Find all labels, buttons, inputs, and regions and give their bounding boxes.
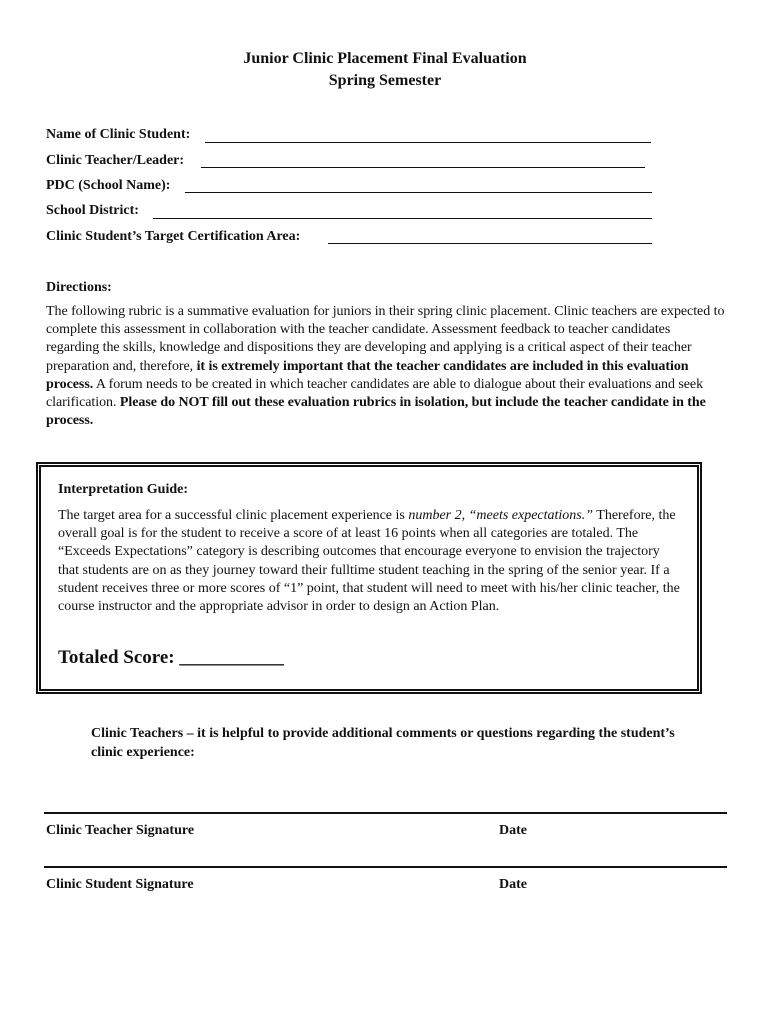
student-name-field[interactable]	[205, 142, 651, 143]
field-label-certification-area: Clinic Student’s Target Certification Area:	[46, 229, 301, 244]
teacher-signature-label: Clinic Teacher Signature	[46, 823, 195, 838]
guide-text-1: The target area for a successful clinic placement experience is	[58, 508, 409, 523]
directions-text-2: A forum needs to be created in which teacher candidates are able to dialogue about their evaluations and seek clarification.	[46, 376, 704, 411]
school-district-field[interactable]	[153, 218, 652, 219]
student-date-label: Date	[499, 877, 527, 892]
student-signature-label: Clinic Student Signature	[46, 877, 194, 892]
certification-area-field[interactable]	[328, 243, 652, 244]
guide-italic: number 2, “meets expectations.”	[408, 508, 594, 523]
page-title: Junior Clinic Placement Final Evaluation	[243, 50, 527, 67]
page-subtitle: Spring Semester	[328, 72, 442, 89]
totaled-score-field[interactable]: Totaled Score: ___________	[58, 647, 284, 668]
pdc-school-name-field[interactable]	[185, 192, 652, 193]
guide-text-2: Therefore, the overall goal is for the student to receive a score of at least 16 points when all categories are totaled. The “Exceeds Expectations” category is describing outcomes that encourage everyone to envision the trajectory that students are on as they journey toward their fulltime student teaching in the spring of the senior year. If a student receives three or more scores of “1” point, that student will need to meet with his/her clinic teacher, the course instructor and the appropriate advisor in order to design an Action Plan.	[58, 508, 680, 615]
directions-text-1: The following rubric is a summative evaluation for juniors in their spring clinic placement. Clinic teachers are expected to complete this assessment in collaboration with the teacher candidate. Assessment feedback to teacher candidates regarding the skills, knowledge and dispositions they are developing and applying is a critical aspect of their teacher preparation and, therefore,	[46, 304, 725, 374]
directions-bold-1: it is extremely important that the teacher candidates are included in this evaluation process.	[46, 358, 689, 392]
field-label-clinic-teacher: Clinic Teacher/Leader:	[46, 153, 185, 168]
student-signature-line[interactable]	[44, 866, 727, 868]
directions-bold-2: Please do NOT fill out these evaluation rubrics in isolation, but include the teacher candidate in the process.	[46, 395, 706, 429]
field-label-student-name: Name of Clinic Student:	[46, 127, 191, 142]
directions-heading: Directions:	[46, 280, 112, 295]
directions-paragraph	[46, 303, 726, 430]
field-label-pdc: PDC (School Name):	[46, 178, 171, 193]
field-label-school-district: School District:	[46, 203, 139, 218]
guide-paragraph	[58, 507, 683, 616]
guide-heading: Interpretation Guide:	[58, 482, 189, 497]
teacher-signature-line[interactable]	[44, 812, 727, 814]
clinic-teacher-field[interactable]	[201, 167, 645, 168]
teacher-date-label: Date	[499, 823, 527, 838]
comments-prompt: Clinic Teachers – it is helpful to provide additional comments or questions regarding the student’s clinic experience:	[91, 726, 675, 760]
